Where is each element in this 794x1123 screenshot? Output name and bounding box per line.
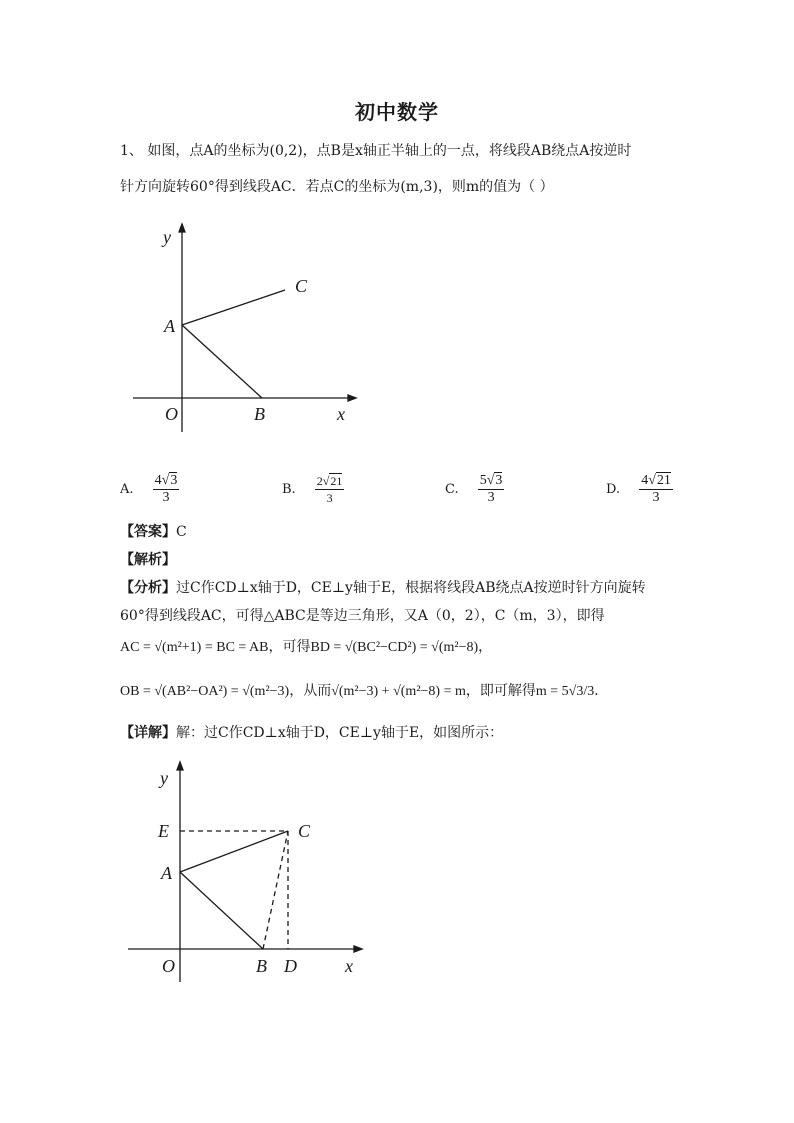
radicand: 3 bbox=[170, 473, 178, 488]
analysis-text-1: 过C作CD⊥x轴于D，CE⊥y轴于E，根据将线段AB绕点A按逆时针方向旋转 bbox=[176, 580, 646, 596]
fig2-label-x: x bbox=[345, 956, 353, 976]
fig2-label-O: O bbox=[162, 956, 175, 976]
fig2-label-C: C bbox=[298, 821, 311, 841]
option-B[interactable] bbox=[282, 473, 344, 506]
radicand: 3 bbox=[495, 473, 503, 488]
coef: 5 bbox=[479, 473, 487, 488]
option-letter: A. bbox=[120, 482, 134, 497]
coef: 4 bbox=[641, 473, 649, 488]
figure-2 bbox=[125, 758, 365, 986]
fig2-label-y: y bbox=[160, 768, 168, 788]
fig1-segment-AC bbox=[182, 290, 285, 325]
question-text-1: 如图，点A的坐标为(0,2)，点B是x轴正半轴上的一点，将线段AB绕点A按逆时 bbox=[147, 143, 632, 159]
option-A[interactable] bbox=[120, 473, 179, 506]
question-line-2: 针方向旋转60°得到线段AC．若点C的坐标为(m,3)，则m的值为（ ） bbox=[120, 179, 554, 195]
fig1-segment-AB bbox=[182, 325, 262, 398]
fig2-y-arrow bbox=[177, 762, 183, 770]
fig2-label-B: B bbox=[256, 956, 267, 976]
denominator: 3 bbox=[652, 490, 660, 505]
coef: 2 bbox=[316, 474, 323, 488]
option-value: $\frac{5√3}{3}$ bbox=[479, 473, 503, 505]
option-letter: D. bbox=[606, 482, 621, 497]
answer-label: 【答案】 bbox=[120, 524, 176, 540]
analysis-tag: 【分析】 bbox=[120, 580, 176, 596]
option-C[interactable] bbox=[445, 473, 504, 506]
fig2-label-E: E bbox=[158, 821, 169, 841]
radicand: 21 bbox=[656, 473, 671, 488]
question-number: 1、 bbox=[120, 143, 143, 159]
fig2-dashed-BC bbox=[263, 831, 288, 949]
fig2-segment-AC bbox=[180, 831, 288, 872]
fig1-label-O: O bbox=[165, 404, 178, 424]
fig1-label-y: y bbox=[163, 227, 171, 247]
fig1-y-arrow bbox=[179, 224, 185, 232]
figure-1 bbox=[125, 218, 365, 443]
denominator: 3 bbox=[162, 490, 170, 505]
analysis-line-4: OB = √(AB²−OA²) = √(m²−3)，从而√(m²−3) + √(m²−8) = m，即可解得m = 5√3/3． bbox=[120, 684, 609, 699]
denominator: 3 bbox=[487, 490, 495, 505]
denominator: 3 bbox=[326, 491, 333, 505]
analysis-line-1 bbox=[120, 578, 646, 598]
answer-value: C bbox=[176, 524, 187, 540]
fig2-label-D: D bbox=[284, 956, 297, 976]
analysis-line-3: AC = √(m²+1) = BC = AB，可得BD = √(BC²−CD²) = √(m²−8)， bbox=[120, 640, 493, 655]
option-value: $\frac{4√21}{3}$ bbox=[641, 473, 671, 505]
fig2-segment-AB bbox=[180, 872, 263, 949]
page-title: 初中数学 bbox=[355, 100, 439, 124]
coef: 4 bbox=[154, 473, 162, 488]
detail-tag: 【详解】 bbox=[120, 725, 176, 741]
fig2-label-A: A bbox=[161, 863, 172, 883]
analysis-label: 【解析】 bbox=[120, 552, 176, 568]
detail-text: 解：过C作CD⊥x轴于D，CE⊥y轴于E，如图所示： bbox=[176, 725, 504, 741]
analysis-line-2: 60°得到线段AC，可得△ABC是等边三角形，又A（0，2），C（m，3），即得 bbox=[120, 608, 605, 624]
answer-line bbox=[120, 522, 187, 542]
fig1-label-C: C bbox=[295, 276, 308, 296]
fig1-label-B: B bbox=[254, 404, 265, 424]
option-value: $\frac{4√3}{3}$ bbox=[154, 473, 178, 505]
question-line-1 bbox=[120, 141, 631, 161]
options-row bbox=[120, 473, 680, 513]
fig1-label-x: x bbox=[337, 404, 345, 424]
fig1-label-A: A bbox=[164, 316, 175, 336]
fig2-x-arrow bbox=[354, 946, 362, 952]
option-value: $\frac{2√21}{3}$ bbox=[316, 474, 343, 505]
detail-line bbox=[120, 723, 503, 743]
option-D[interactable] bbox=[606, 473, 673, 506]
fig1-x-arrow bbox=[348, 395, 356, 401]
option-letter: C. bbox=[445, 482, 459, 497]
radicand: 21 bbox=[330, 474, 343, 488]
option-letter: B. bbox=[282, 482, 296, 497]
